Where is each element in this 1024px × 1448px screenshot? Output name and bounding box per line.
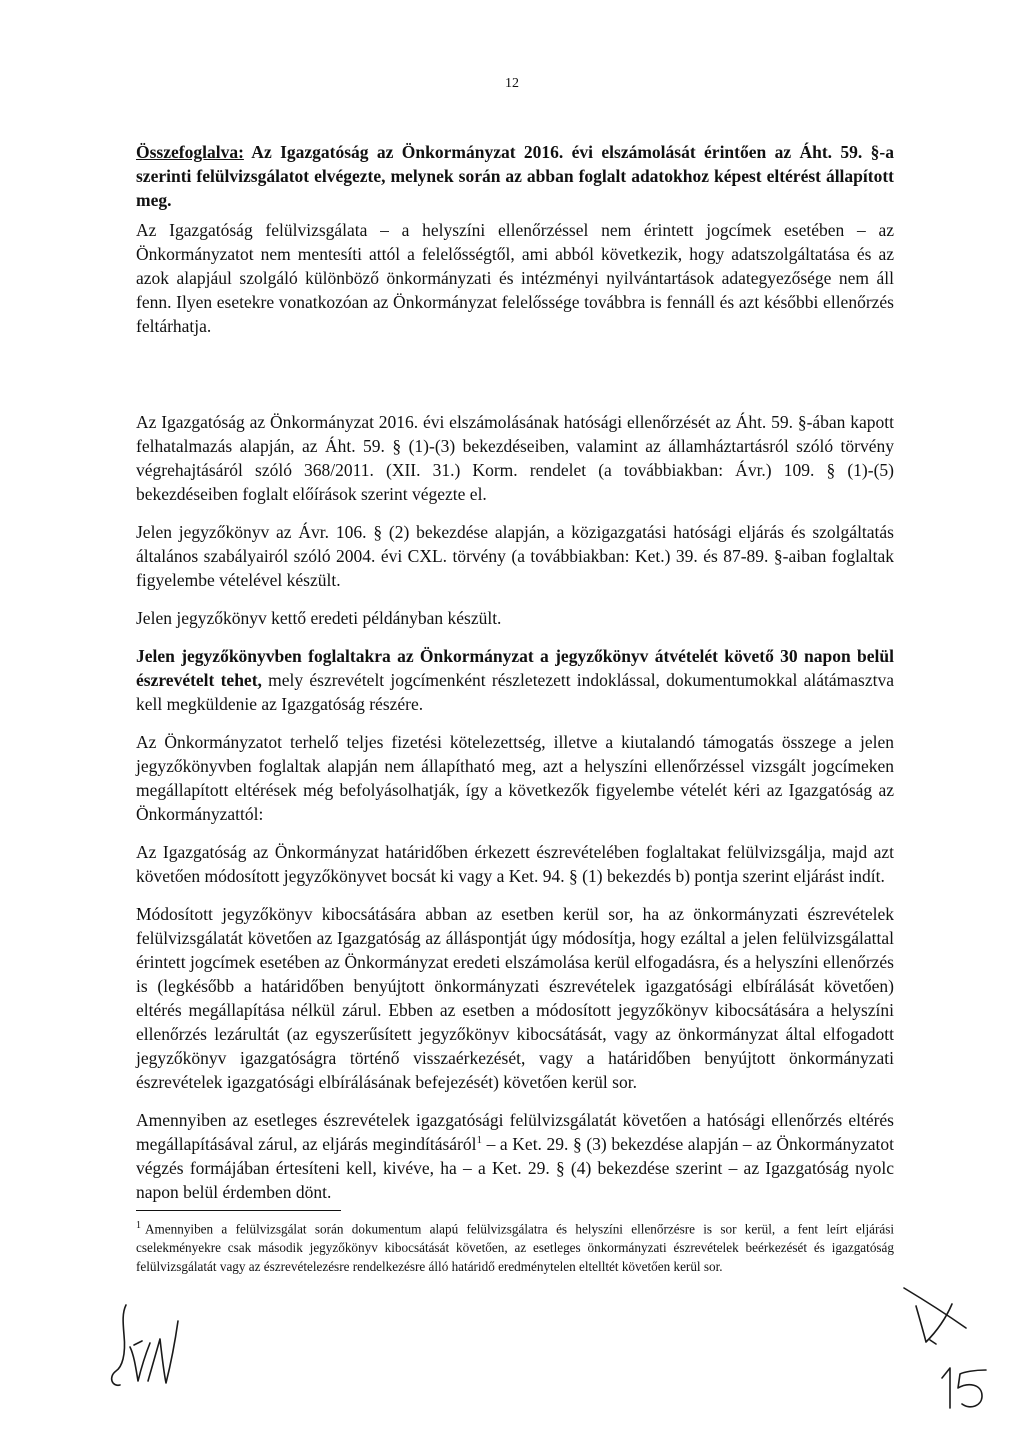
paragraph-objection-deadline xyxy=(136,644,894,716)
document-body xyxy=(136,140,894,1218)
paragraph-ket-reference: Jelen jegyzőkönyv az Ávr. 106. § (2) bekezdése alapján, a közigazgatási hatósági eljárás és szolgáltatás általános szabályairól szóló 2004. évi CXL. törvény (a továbbiakban: Ket.) 39. és 87-89. §-aiban foglaltak figyelembe vételével készült. xyxy=(136,522,894,590)
procedure-start-text-b: – a Ket. 29. § (3) bekezdése alapján – az Önkormányzatot végzés formájában értesíteni kell, kivéve, ha – a Ket. 29. § (4) bekezdése szerint – az Igazgatóság nyolc napon belül érdemben dönt. xyxy=(136,1134,894,1202)
procedure-start-text-a: Amennyiben az esetleges észrevételek igazgatósági felülvizsgálatát követően a hatósági ellenőrzés eltérés megállapításával zárul, az eljárás megindításáról xyxy=(136,1110,894,1154)
footnote-reference: 1 xyxy=(476,1134,482,1147)
paragraph-review: Az Igazgatóság az Önkormányzat határidőben érkezett észrevételében foglaltakat felülvizsgálja, majd azt követően módosított jegyzőkönyvet bocsát ki vagy a Ket. 94. § (1) bekezdés b) pontja szerint eljárást indít. xyxy=(136,842,894,886)
handwritten-initials xyxy=(90,1295,220,1405)
objection-deadline-text: mely észrevételt jogcímenként részletezett indoklással, dokumentumokkal alátámasztva kell megküldenie az Igazgatóság részére. xyxy=(136,670,894,714)
summary-text: Az Igazgatóság az Önkormányzat 2016. évi elszámolását érintően az Áht. 59. §-a szerinti felülvizsgálatot elvégezte, melynek során az abban foglalt adatokhoz képest eltérést állapított meg. xyxy=(136,142,894,210)
paragraph-legal-basis: Az Igazgatóság az Önkormányzat 2016. évi elszámolásának hatósági ellenőrzését az Áht. 59. §-ában kapott felhatalmazás alapján, az Áht. 59. § (1)-(3) bekezdéseiben, valamint az államháztartásról szóló törvény végrehajtásáról szóló 368/2011. (XII. 31.) Korm. rendelet (a továbbiakban: Ávr.) 109. § (1)-(5) bekezdéseiben foglalt előírások szerint végezte el. xyxy=(136,412,894,504)
objection-deadline-bold: Jelen jegyzőkönyvben foglaltakra az Önkormányzat a jegyzőkönyv átvételét követő 30 napon belül észrevételt tehet, xyxy=(136,646,894,690)
paragraph-payment-obligation: Az Önkormányzatot terhelő teljes fizetési kötelezettség, illetve a kiutalandó támogatás összege a jelen jegyzőkönyvben foglaltak alapján nem állapítható meg, azt a helyszíni ellenőrzéssel vizsgált jogcímeken megállapított eltérések még befolyásolhatják, így a következők figyelembe vételét kéri az Igazgatóság az Önkormányzattól: xyxy=(136,732,894,824)
summary-lead: Összefoglalva: xyxy=(136,142,244,162)
handwritten-page-mark xyxy=(890,1270,1000,1420)
paragraph-copies: Jelen jegyzőkönyv kettő eredeti példányban készült. xyxy=(136,608,502,628)
footnote-divider xyxy=(136,1210,341,1211)
paragraph-procedure-start xyxy=(136,1108,894,1204)
footnote-text: Amennyiben a felülvizsgálat során dokumentum alapú felülvizsgálatra és helyszíni ellenőrzésre is sor kerül, a fent leírt eljárási cselekményekre csak második jegyzőkönyv kibocsátását követően, az esetleges önkormányzati észrevételek beérkezését és igazgatóság felülvizsgálatát vagy az észrevételezésre rendelkezésre álló határidő eredménytelen eltelltét követően kerül sor. xyxy=(136,1221,894,1275)
paragraph-modified-record: Módosított jegyzőkönyv kibocsátására abban az esetben kerül sor, ha az önkormányzati észrevételek felülvizsgálatát követően az Igazgatóság az álláspontját úgy módosítja, hogy ezáltal a jelen felülvizsgálattal érintett jogcímek esetében az Önkormányzat eredeti elszámolása kerül elfogadásra, és a helyszíni ellenőrzés is (legkésőbb a határidőben benyújtott önkormányzati észrevételek igazgatósági elbírálását követően) eltérés megállapítása nélkül zárul. Ebben az esetben a módosított jegyzőkönyv kibocsátására a helyszíni ellenőrzés lezárultát (az egyszerűsített jegyzőkönyv kibocsátását, vagy az önkormányzat által elfogadott jegyzőkönyv igazgatóságra történő visszaérkezését, vagy a határidőben benyújtott önkormányzati észrevételek igazgatósági elbírálásának befejezését) követően kerül sor. xyxy=(136,904,894,1092)
summary-paragraph xyxy=(136,140,894,212)
footnote-mark: 1 xyxy=(136,1220,141,1231)
paragraph-responsibility: Az Igazgatóság felülvizsgálata – a helyszíni ellenőrzéssel nem érintett jogcímek esetében – az Önkormányzatot nem mentesíti attól a felelősségtől, ami abból következik, hogy adatszolgáltatása és az azok alapjául szolgáló különböző önkormányzati és intézményi nyilvántartások adategyezősége nem áll fenn. Ilyen esetekre vonatkozóan az Önkormányzat felelőssége továbbra is fennáll és azt későbbi ellenőrzés feltárhatja. xyxy=(136,220,894,336)
footnote xyxy=(136,1216,894,1276)
page-number: 12 xyxy=(505,76,519,91)
